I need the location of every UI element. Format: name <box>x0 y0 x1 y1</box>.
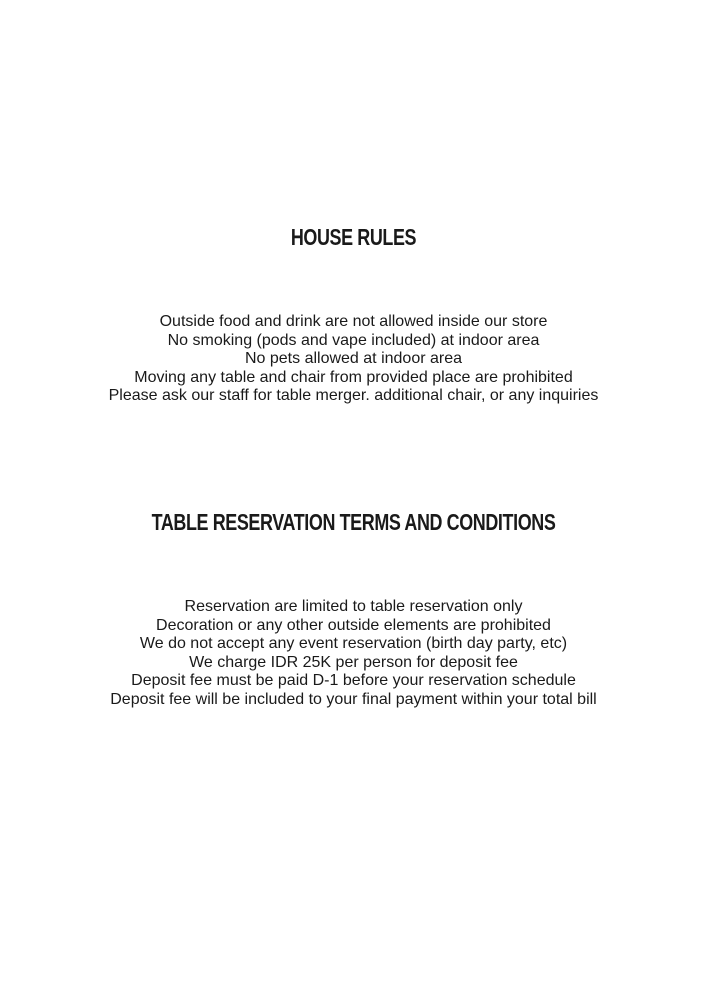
reservation-terms-title: TABLE RESERVATION TERMS AND CONDITIONS <box>151 509 556 535</box>
house-rules-list <box>0 313 707 406</box>
reservation-term-item: Decoration or any other outside elements are prohibited <box>156 616 551 634</box>
house-rule-item: No pets allowed at indoor area <box>244 350 463 368</box>
reservation-terms-list <box>0 598 707 710</box>
reservation-term-item: We charge IDR 25K per person for deposit fee <box>189 653 518 671</box>
house-rule-item: Please ask our staff for table merger. additional chair, or any inquiries <box>108 387 599 405</box>
house-rule-item: No smoking (pods and vape included) at indoor area <box>167 331 540 349</box>
reservation-term-item: We do not accept any event reservation (birth day party, etc) <box>139 635 568 653</box>
house-rules-title: HOUSE RULES <box>290 224 417 250</box>
reservation-term-item: Deposit fee must be paid D-1 before your reservation schedule <box>131 672 576 690</box>
reservation-term-item: Reservation are limited to table reservation only <box>184 598 523 615</box>
house-rule-item: Moving any table and chair from provided place are prohibited <box>134 368 573 386</box>
reservation-term-item: Deposit fee will be included to your final payment within your total bill <box>110 690 597 708</box>
house-rule-item: Outside food and drink are not allowed inside our store <box>159 313 548 330</box>
